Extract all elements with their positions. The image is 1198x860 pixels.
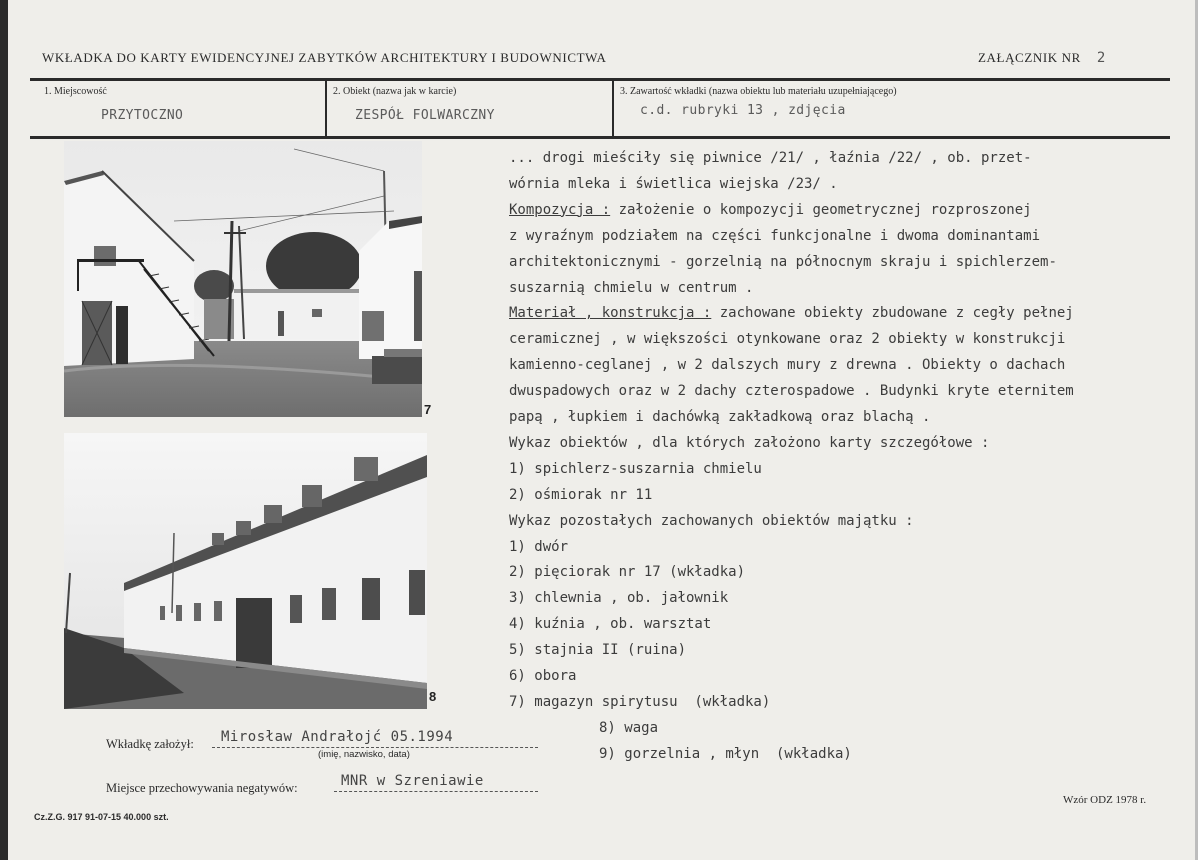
body-line — [509, 409, 930, 425]
body-line — [509, 202, 1032, 218]
storage-value: MNR w Szreniawie — [341, 773, 484, 789]
print-info: Cz.Z.G. 917 91-07-15 40.000 szt. — [34, 812, 169, 822]
photo-7-number: 7 — [424, 402, 432, 417]
cell-1-label: 1. Miejscowość — [44, 86, 107, 97]
body-line — [509, 642, 686, 658]
body-line-text: zachowane obiekty zbudowane z cegły pełnej — [711, 305, 1074, 322]
body-line — [599, 720, 658, 736]
body-line-text: architektonicznymi - gorzelnią na północnym skraju i spichlerzem- — [509, 253, 1057, 270]
body-line-text: 1) dwór — [509, 538, 569, 555]
body-line-text: papą , łupkiem i dachówką zakładkową oraz blachą . — [509, 409, 931, 425]
body-line — [509, 694, 770, 710]
body-line-text: 5) stajnia II (ruina) — [509, 642, 687, 659]
author-label: Wkładkę założył: — [106, 737, 194, 751]
body-line — [509, 357, 1065, 373]
storage-label: Miejsce przechowywania negatywów: — [106, 781, 298, 795]
body-line-text: Wykaz pozostałych zachowanych obiektów majątku : — [509, 512, 914, 529]
body-line-text: założenie o kompozycji geometrycznej rozproszonej — [610, 201, 1032, 218]
cell-1-value: PRZYTOCZNO — [101, 108, 184, 123]
body-line — [509, 176, 838, 192]
body-line — [509, 383, 1074, 399]
header-rule-top — [30, 78, 1170, 81]
author-hint: (imię, nazwisko, data) — [318, 749, 410, 760]
body-line — [509, 435, 989, 451]
body-line-text: ... drogi mieściły się piwnice /21/ , łaźnia /22/ , ob. przet- — [509, 150, 1032, 166]
body-line — [509, 513, 914, 529]
storage-line — [334, 791, 538, 792]
body-line — [509, 616, 711, 632]
author-line — [212, 747, 538, 748]
body-line-text: suszarnią chmielu w centrum . — [509, 279, 754, 296]
cell-3-value: c.d. rubryki 13 , zdjęcia — [640, 103, 846, 118]
section-heading: Materiał , konstrukcja : — [509, 305, 712, 322]
cell-divider-2 — [612, 80, 614, 138]
body-line-text: 4) kuźnia , ob. warsztat — [509, 616, 712, 633]
body-line-text: ceramicznej , w większości otynkowane oraz 2 obiekty w konstrukcji — [509, 331, 1066, 348]
body-line — [509, 539, 568, 555]
body-line — [509, 150, 1032, 166]
body-line — [509, 668, 576, 684]
body-line-text: z wyraźnym podziałem na części funkcjonalne i dwoma dominantami — [509, 227, 1041, 244]
body-line — [509, 590, 728, 606]
body-line — [509, 331, 1065, 347]
photo-8-number: 8 — [429, 689, 437, 704]
attachment-header — [978, 50, 1106, 66]
body-line-text: wórnia mleka i świetlica wiejska /23/ . — [509, 175, 838, 192]
attachment-label: ZAŁĄCZNIK NR — [978, 50, 1081, 65]
attachment-number: 2 — [1096, 50, 1106, 66]
body-line — [509, 228, 1040, 244]
author-value: Mirosław Andrałojć 05.1994 — [221, 729, 454, 745]
cell-3-label: 3. Zawartość wkładki (nazwa obiektu lub materiału uzupełniającego) — [620, 86, 897, 97]
body-line-text: 9) gorzelnia , młyn (wkładka) — [599, 745, 852, 762]
cell-divider-1 — [325, 80, 327, 138]
body-line-text: 2) pięciorak nr 17 (wkładka) — [509, 564, 746, 581]
cell-2-value: ZESPÓŁ FOLWARCZNY — [355, 108, 495, 123]
body-line-text: 8) waga — [599, 719, 659, 736]
body-line-text: kamienno-ceglanej , w 2 dalszych mury z drewna . Obiekty o dachach — [509, 357, 1066, 374]
body-line — [509, 305, 1074, 321]
body-line — [509, 564, 745, 580]
body-line — [599, 746, 852, 762]
section-heading: Kompozycja : — [509, 201, 611, 218]
body-line — [509, 280, 753, 296]
body-line — [509, 461, 762, 477]
form-title: WKŁADKA DO KARTY EWIDENCYJNEJ ZABYTKÓW ARCHITEKTURY I BUDOWNICTWA — [42, 50, 607, 65]
body-line-text: Wykaz obiektów , dla których założono karty szczegółowe : — [509, 434, 990, 451]
body-line-text: 6) obora — [509, 668, 577, 684]
body-line-text: 3) chlewnia , ob. jałownik — [509, 590, 729, 607]
photo-outbuilding — [64, 433, 427, 709]
body-line-text: dwuspadowych oraz w 2 dachy czterospadowe . Budynki kryte eternitem — [509, 383, 1074, 400]
photo-farmyard — [64, 141, 422, 417]
form-info: Wzór ODZ 1978 r. — [1063, 794, 1147, 806]
body-line-text: 7) magazyn spirytusu (wkładka) — [509, 693, 771, 710]
left-edge — [0, 0, 8, 860]
body-line — [509, 487, 652, 503]
body-line — [509, 254, 1057, 270]
header-rule-bottom — [30, 136, 1170, 139]
body-line-text: 1) spichlerz-suszarnia chmielu — [509, 460, 762, 477]
cell-2-label: 2. Obiekt (nazwa jak w karcie) — [333, 86, 457, 97]
body-line-text: 2) ośmiorak nr 11 — [509, 486, 653, 503]
